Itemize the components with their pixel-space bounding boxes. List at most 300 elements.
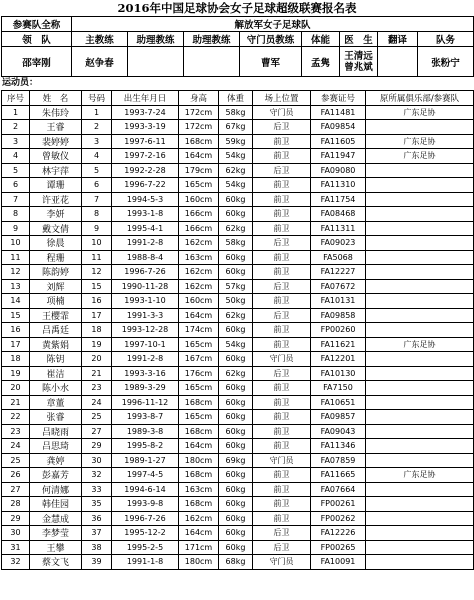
- staff-team-affairs: 张粉宁: [418, 47, 474, 77]
- athlete-number: 2: [82, 120, 112, 135]
- staff-head-coach: 赵争春: [72, 47, 128, 77]
- athlete-club: [366, 511, 474, 526]
- athlete-cert: FP00260: [311, 323, 366, 338]
- athlete-weight: 60kg: [219, 439, 253, 454]
- athlete-height: 164cm: [179, 526, 219, 541]
- athlete-name: 金慧成: [30, 511, 82, 526]
- athlete-number: 27: [82, 424, 112, 439]
- athlete-number: 16: [82, 294, 112, 309]
- athlete-club: [366, 366, 474, 381]
- athlete-name: 黄紫娟: [30, 337, 82, 352]
- athlete-number: 36: [82, 511, 112, 526]
- table-row: [2, 540, 474, 555]
- athlete-position: 前卫: [253, 439, 311, 454]
- table-row: [2, 149, 474, 164]
- athlete-height: 174cm: [179, 323, 219, 338]
- athlete-weight: 50kg: [219, 294, 253, 309]
- athlete-cert: FA07859: [311, 453, 366, 468]
- athlete-cert: FA09857: [311, 410, 366, 425]
- athlete-weight: 60kg: [219, 265, 253, 280]
- athlete-name: 王睿: [30, 120, 82, 135]
- athlete-dob: 1995-12-2: [112, 526, 179, 541]
- athlete-weight: 58kg: [219, 105, 253, 120]
- athlete-dob: 1992-2-28: [112, 163, 179, 178]
- athlete-seq: 19: [2, 366, 30, 381]
- athlete-seq: 1: [2, 105, 30, 120]
- athlete-height: 166cm: [179, 221, 219, 236]
- athlete-dob: 1993-9-8: [112, 497, 179, 512]
- staff-table: [1, 16, 474, 77]
- athlete-dob: 1993-1-8: [112, 207, 179, 222]
- athlete-seq: 7: [2, 192, 30, 207]
- athlete-cert: FA11665: [311, 468, 366, 483]
- athlete-position: 前卫: [253, 381, 311, 396]
- athlete-weight: 60kg: [219, 511, 253, 526]
- athlete-name: 朱伟玲: [30, 105, 82, 120]
- staff-header: 医 生: [340, 32, 378, 47]
- column-header: 出生年月日: [112, 91, 179, 106]
- athlete-dob: 1993-12-28: [112, 323, 179, 338]
- athlete-position: 守门员: [253, 555, 311, 570]
- athlete-club: [366, 163, 474, 178]
- athlete-cert: FA11947: [311, 149, 366, 164]
- athlete-name: 张睿: [30, 410, 82, 425]
- staff-doctor: 曾兆斌: [344, 61, 373, 73]
- athlete-dob: 1996-7-22: [112, 178, 179, 193]
- athlete-position: 前卫: [253, 192, 311, 207]
- athlete-dob: 1997-10-1: [112, 337, 179, 352]
- athlete-name: 韩佳园: [30, 497, 82, 512]
- athlete-name: 章董: [30, 395, 82, 410]
- athlete-dob: 1994-5-3: [112, 192, 179, 207]
- column-header: 序号: [2, 91, 30, 106]
- athlete-position: 前卫: [253, 424, 311, 439]
- athlete-dob: 1991-3-3: [112, 308, 179, 323]
- athlete-dob: 1997-2-16: [112, 149, 179, 164]
- athlete-cert: FP00261: [311, 497, 366, 512]
- athlete-club: [366, 352, 474, 367]
- athlete-number: 23: [82, 381, 112, 396]
- table-row: [2, 323, 474, 338]
- athlete-height: 162cm: [179, 511, 219, 526]
- athlete-dob: 1997-4-5: [112, 468, 179, 483]
- staff-header: 体能: [302, 32, 340, 47]
- athlete-name: 李妍: [30, 207, 82, 222]
- athlete-club: [366, 236, 474, 251]
- athlete-club: 广东足协: [366, 105, 474, 120]
- athlete-height: 168cm: [179, 497, 219, 512]
- athlete-dob: 1995-8-2: [112, 439, 179, 454]
- athlete-height: 163cm: [179, 250, 219, 265]
- athlete-seq: 16: [2, 323, 30, 338]
- athlete-weight: 60kg: [219, 352, 253, 367]
- athlete-position: 前卫: [253, 511, 311, 526]
- athlete-dob: 1995-4-1: [112, 221, 179, 236]
- table-row: [2, 105, 474, 120]
- athlete-weight: 58kg: [219, 236, 253, 251]
- athlete-number: 9: [82, 221, 112, 236]
- athlete-position: 前卫: [253, 134, 311, 149]
- athletes-label: 运动员：: [2, 78, 39, 88]
- athlete-position: 后卫: [253, 236, 311, 251]
- column-header: 号码: [82, 91, 112, 106]
- athlete-seq: 12: [2, 265, 30, 280]
- athlete-weight: 60kg: [219, 468, 253, 483]
- athlete-dob: 1989-3-29: [112, 381, 179, 396]
- athlete-position: 前卫: [253, 149, 311, 164]
- athlete-number: 5: [82, 163, 112, 178]
- athlete-dob: 1993-8-7: [112, 410, 179, 425]
- athlete-number: 39: [82, 555, 112, 570]
- athlete-cert: FA10130: [311, 366, 366, 381]
- table-row: [2, 308, 474, 323]
- athlete-height: 165cm: [179, 381, 219, 396]
- athlete-number: 33: [82, 482, 112, 497]
- athlete-number: 19: [82, 337, 112, 352]
- athlete-number: 35: [82, 497, 112, 512]
- athlete-weight: 60kg: [219, 482, 253, 497]
- athlete-weight: 59kg: [219, 134, 253, 149]
- athlete-name: 彭嘉芳: [30, 468, 82, 483]
- athlete-height: 179cm: [179, 163, 219, 178]
- athlete-weight: 62kg: [219, 221, 253, 236]
- athlete-weight: 60kg: [219, 497, 253, 512]
- athlete-club: [366, 555, 474, 570]
- athlete-dob: 1993-3-19: [112, 120, 179, 135]
- athlete-position: 前卫: [253, 337, 311, 352]
- athlete-name: 何清娜: [30, 482, 82, 497]
- athlete-number: 15: [82, 279, 112, 294]
- athlete-seq: 8: [2, 207, 30, 222]
- athlete-cert: FP00265: [311, 540, 366, 555]
- athlete-weight: 54kg: [219, 149, 253, 164]
- athlete-cert: FA11754: [311, 192, 366, 207]
- athlete-height: 168cm: [179, 424, 219, 439]
- staff-fitness: 孟隽: [302, 47, 340, 77]
- athlete-club: [366, 410, 474, 425]
- athlete-club: 广东足协: [366, 468, 474, 483]
- athlete-club: [366, 265, 474, 280]
- athlete-dob: 1993-7-24: [112, 105, 179, 120]
- athlete-name: 吕禹廷: [30, 323, 82, 338]
- column-header: 姓 名: [30, 91, 82, 106]
- athlete-club: [366, 453, 474, 468]
- column-header: 原所属俱乐部/参赛队: [366, 91, 474, 106]
- athlete-weight: 62kg: [219, 308, 253, 323]
- athlete-club: [366, 482, 474, 497]
- athlete-cert: FA12226: [311, 526, 366, 541]
- athlete-club: 广东足协: [366, 134, 474, 149]
- athlete-name: 吕晓雨: [30, 424, 82, 439]
- athlete-cert: FA08468: [311, 207, 366, 222]
- athlete-position: 后卫: [253, 279, 311, 294]
- athlete-height: 168cm: [179, 395, 219, 410]
- athlete-dob: 1988-8-4: [112, 250, 179, 265]
- athlete-name: 曾敏仪: [30, 149, 82, 164]
- athlete-position: 后卫: [253, 366, 311, 381]
- athlete-number: 6: [82, 178, 112, 193]
- table-row: [2, 192, 474, 207]
- athlete-weight: 60kg: [219, 526, 253, 541]
- table-row: [2, 526, 474, 541]
- athlete-dob: 1991-2-8: [112, 352, 179, 367]
- athlete-seq: 11: [2, 250, 30, 265]
- athlete-seq: 2: [2, 120, 30, 135]
- athlete-weight: 60kg: [219, 192, 253, 207]
- athlete-height: 160cm: [179, 294, 219, 309]
- athlete-name: 陈小水: [30, 381, 82, 396]
- staff-header: 助理教练: [128, 32, 184, 47]
- athlete-seq: 15: [2, 308, 30, 323]
- staff-header: 领 队: [2, 32, 72, 47]
- athlete-position: 前卫: [253, 250, 311, 265]
- athlete-number: 25: [82, 410, 112, 425]
- athlete-number: 32: [82, 468, 112, 483]
- athlete-height: 176cm: [179, 366, 219, 381]
- athlete-height: 172cm: [179, 120, 219, 135]
- athlete-dob: 1991-2-8: [112, 236, 179, 251]
- athlete-position: 前卫: [253, 323, 311, 338]
- column-header: 身高: [179, 91, 219, 106]
- athlete-weight: 60kg: [219, 410, 253, 425]
- athlete-club: [366, 540, 474, 555]
- table-row: [2, 163, 474, 178]
- table-row: [2, 178, 474, 193]
- athlete-weight: 54kg: [219, 337, 253, 352]
- athlete-height: 162cm: [179, 236, 219, 251]
- athlete-number: 38: [82, 540, 112, 555]
- athlete-cert: FA11346: [311, 439, 366, 454]
- athlete-club: [366, 308, 474, 323]
- athlete-header-row: [2, 91, 474, 106]
- athlete-club: [366, 279, 474, 294]
- athlete-position: 后卫: [253, 120, 311, 135]
- athlete-number: 29: [82, 439, 112, 454]
- athlete-club: [366, 381, 474, 396]
- athlete-position: 前卫: [253, 410, 311, 425]
- athlete-weight: 60kg: [219, 207, 253, 222]
- athlete-height: 180cm: [179, 555, 219, 570]
- athlete-dob: 1993-1-10: [112, 294, 179, 309]
- athlete-position: 后卫: [253, 308, 311, 323]
- athlete-position: 前卫: [253, 395, 311, 410]
- athlete-seq: 18: [2, 352, 30, 367]
- athlete-height: 164cm: [179, 308, 219, 323]
- athlete-number: 7: [82, 192, 112, 207]
- table-row: [2, 395, 474, 410]
- athlete-cert: FA11605: [311, 134, 366, 149]
- athlete-club: [366, 497, 474, 512]
- athlete-position: 前卫: [253, 497, 311, 512]
- athlete-height: 162cm: [179, 279, 219, 294]
- athlete-height: 168cm: [179, 134, 219, 149]
- athlete-club: [366, 395, 474, 410]
- athlete-club: [366, 294, 474, 309]
- athlete-cert: FP00262: [311, 511, 366, 526]
- athlete-cert: FA11310: [311, 178, 366, 193]
- athlete-number: 21: [82, 366, 112, 381]
- team-name: 解放军女子足球队: [72, 17, 474, 32]
- athlete-cert: FA09080: [311, 163, 366, 178]
- staff-goalkeeper-coach: 曹军: [240, 47, 302, 77]
- staff-doctors: [340, 47, 378, 77]
- table-row: [2, 265, 474, 280]
- athlete-dob: 1989-3-8: [112, 424, 179, 439]
- athlete-seq: 4: [2, 149, 30, 164]
- athlete-number: 37: [82, 526, 112, 541]
- athlete-cert: FA09023: [311, 236, 366, 251]
- athlete-seq: 24: [2, 439, 30, 454]
- athlete-name: 崔洁: [30, 366, 82, 381]
- staff-header: 主教练: [72, 32, 128, 47]
- athlete-number: 17: [82, 308, 112, 323]
- athlete-position: 前卫: [253, 468, 311, 483]
- athlete-number: 10: [82, 236, 112, 251]
- athlete-height: 180cm: [179, 453, 219, 468]
- athlete-seq: 14: [2, 294, 30, 309]
- athlete-position: 守门员: [253, 105, 311, 120]
- staff-assistant-1: [128, 47, 184, 77]
- athlete-weight: 60kg: [219, 540, 253, 555]
- athlete-name: 李梦莹: [30, 526, 82, 541]
- athlete-number: 20: [82, 352, 112, 367]
- athlete-cert: FA09854: [311, 120, 366, 135]
- athlete-position: 后卫: [253, 526, 311, 541]
- athlete-name: 许亚花: [30, 192, 82, 207]
- athlete-position: 前卫: [253, 294, 311, 309]
- athlete-club: [366, 424, 474, 439]
- athlete-position: 前卫: [253, 265, 311, 280]
- athlete-height: 165cm: [179, 178, 219, 193]
- athlete-position: 守门员: [253, 453, 311, 468]
- athlete-height: 163cm: [179, 482, 219, 497]
- table-row: [2, 366, 474, 381]
- athlete-seq: 9: [2, 221, 30, 236]
- athlete-club: [366, 250, 474, 265]
- athlete-seq: 30: [2, 526, 30, 541]
- athlete-name: 项楠: [30, 294, 82, 309]
- athlete-seq: 17: [2, 337, 30, 352]
- athlete-seq: 3: [2, 134, 30, 149]
- column-header: 场上位置: [253, 91, 311, 106]
- athlete-club: [366, 323, 474, 338]
- athlete-seq: 13: [2, 279, 30, 294]
- athlete-position: 前卫: [253, 178, 311, 193]
- athlete-club: [366, 207, 474, 222]
- athlete-seq: 21: [2, 395, 30, 410]
- athlete-seq: 32: [2, 555, 30, 570]
- athlete-cert: FA12201: [311, 352, 366, 367]
- athlete-weight: 62kg: [219, 366, 253, 381]
- athlete-cert: FA10131: [311, 294, 366, 309]
- staff-translator: [378, 47, 418, 77]
- staff-header: 助理教练: [184, 32, 240, 47]
- athlete-weight: 54kg: [219, 178, 253, 193]
- staff-leader: 邵宰刚: [2, 47, 72, 77]
- athlete-club: [366, 439, 474, 454]
- athlete-weight: 67kg: [219, 120, 253, 135]
- athlete-height: 167cm: [179, 352, 219, 367]
- athletes-table: [1, 90, 474, 570]
- athlete-name: 谭珊: [30, 178, 82, 193]
- athlete-weight: 57kg: [219, 279, 253, 294]
- athlete-cert: FA07672: [311, 279, 366, 294]
- table-row: [2, 294, 474, 309]
- athlete-cert: FA11481: [311, 105, 366, 120]
- athlete-height: 166cm: [179, 207, 219, 222]
- column-header: 体重: [219, 91, 253, 106]
- table-row: [2, 468, 474, 483]
- athlete-number: 18: [82, 323, 112, 338]
- athlete-height: 164cm: [179, 439, 219, 454]
- table-row: [2, 250, 474, 265]
- athlete-name: 吕思琦: [30, 439, 82, 454]
- athlete-name: 王樱霏: [30, 308, 82, 323]
- table-row: [2, 134, 474, 149]
- athlete-weight: 60kg: [219, 250, 253, 265]
- athlete-dob: 1990-11-28: [112, 279, 179, 294]
- table-row: [2, 337, 474, 352]
- athlete-name: 戴文倩: [30, 221, 82, 236]
- athlete-name: 刘辉: [30, 279, 82, 294]
- athlete-name: 蔡文飞: [30, 555, 82, 570]
- athlete-cert: FA10651: [311, 395, 366, 410]
- athlete-number: 11: [82, 250, 112, 265]
- athlete-weight: 68kg: [219, 555, 253, 570]
- athlete-weight: 69kg: [219, 453, 253, 468]
- athlete-number: 24: [82, 395, 112, 410]
- athlete-position: 守门员: [253, 352, 311, 367]
- athlete-club: [366, 221, 474, 236]
- table-row: [2, 511, 474, 526]
- athlete-height: 164cm: [179, 149, 219, 164]
- athlete-seq: 25: [2, 453, 30, 468]
- athlete-position: 后卫: [253, 163, 311, 178]
- athlete-dob: 1989-1-27: [112, 453, 179, 468]
- table-row: [2, 439, 474, 454]
- athlete-club: [366, 526, 474, 541]
- athlete-height: 165cm: [179, 337, 219, 352]
- athlete-dob: 1991-1-8: [112, 555, 179, 570]
- table-row: [2, 497, 474, 512]
- athlete-seq: 28: [2, 497, 30, 512]
- athlete-dob: 1995-2-5: [112, 540, 179, 555]
- athlete-position: 后卫: [253, 540, 311, 555]
- athlete-number: 30: [82, 453, 112, 468]
- athlete-name: 陈韵婷: [30, 265, 82, 280]
- staff-header: 守门员教练: [240, 32, 302, 47]
- column-header: 参赛证号: [311, 91, 366, 106]
- athlete-position: 前卫: [253, 221, 311, 236]
- table-row: [2, 120, 474, 135]
- table-row: [2, 424, 474, 439]
- athlete-dob: 1994-6-14: [112, 482, 179, 497]
- athlete-name: 王攀: [30, 540, 82, 555]
- athlete-dob: 1996-7-26: [112, 511, 179, 526]
- athlete-cert: FA11311: [311, 221, 366, 236]
- staff-assistant-2: [184, 47, 240, 77]
- form-title: 2016年中国足球协会女子足球超级联赛报名表: [117, 1, 357, 15]
- athlete-number: 8: [82, 207, 112, 222]
- athlete-cert: FA09858: [311, 308, 366, 323]
- athlete-dob: 1997-6-11: [112, 134, 179, 149]
- table-row: [2, 381, 474, 396]
- athlete-weight: 60kg: [219, 323, 253, 338]
- athlete-seq: 23: [2, 424, 30, 439]
- table-row: [2, 453, 474, 468]
- athlete-number: 4: [82, 149, 112, 164]
- table-row: [2, 352, 474, 367]
